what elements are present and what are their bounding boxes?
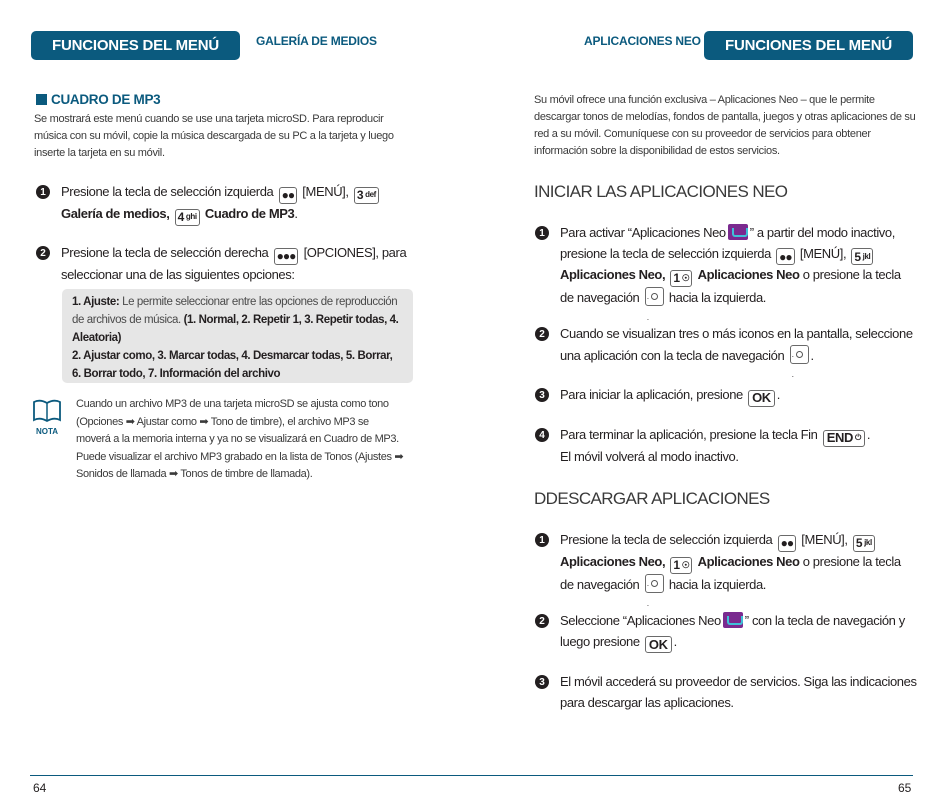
step-text-part: ” a partir del modo inactivo, presione la tecla de selección izquierda xyxy=(560,225,895,261)
step-text-part: Presione la tecla de selección izquierda xyxy=(560,532,773,547)
right-step-1 xyxy=(535,223,915,309)
menu-path-bold: Aplicaciones Neo, xyxy=(560,267,666,283)
section-title xyxy=(36,92,160,107)
step-text-part: o presione la tecla de navegación xyxy=(560,553,901,592)
heading-iniciar: INICIAR LAS APLICACIONES NEO xyxy=(534,182,788,201)
voicemail-glyph: ☉ xyxy=(681,273,690,284)
left-step-1 xyxy=(36,182,411,226)
download-step-3 xyxy=(535,672,920,713)
step-number: 4 xyxy=(535,428,549,442)
nav-key-icon xyxy=(790,345,809,364)
heading-descargar: DDESCARGAR APLICACIONES xyxy=(534,489,770,508)
step-text xyxy=(560,530,915,595)
step-number: 2 xyxy=(535,614,549,628)
left-softkey-icon: ●● xyxy=(778,535,797,552)
step-text-part: Para terminar la aplicación, presione la tecla Fin xyxy=(560,427,818,442)
step-text xyxy=(560,425,870,467)
step-text-part: El móvil volverá al modo inactivo. xyxy=(560,448,739,464)
menu-path-bold: Galería de medios, xyxy=(61,205,170,221)
footer-divider xyxy=(30,775,913,776)
section-title-text: CUADRO DE MP3 xyxy=(51,92,161,107)
left-step-2 xyxy=(36,243,411,285)
note-label: NOTA xyxy=(35,427,59,436)
step-text-part: o presione la tecla de navegación xyxy=(560,267,901,305)
ok-key-icon: OK xyxy=(748,390,775,407)
left-header-pill: FUNCIONES DEL MENÚ xyxy=(31,31,240,60)
key-sublabel: def xyxy=(365,190,376,199)
right-header-pill: FUNCIONES DEL MENÚ xyxy=(704,31,913,60)
note-text: Cuando un archivo MP3 de una tarjeta microSD se ajusta como tono (Opciones ➡ Ajustar como ➡ Tono de timbre), el archivo MP3 se moverá a la memoria interna y ya no se visualizará en Cuadro de MP3. Puede visualizar el archivo MP3 grabado en la lista de Tonos (Ajustes ➡ Sonidos de llamada ➡ Tonos de timbre de llamada). xyxy=(76,398,404,480)
key-sublabel: jkl xyxy=(864,538,872,547)
key-label: 1 xyxy=(673,271,680,286)
step-number: 1 xyxy=(535,533,549,547)
step-number: 2 xyxy=(36,246,50,260)
option-values: (1. Normal, 2. Repetir 1, 3. Repetir todas, 4. Aleatoria) xyxy=(72,314,399,344)
page-number-left: 64 xyxy=(33,781,47,795)
power-glyph: ⏻ xyxy=(854,433,861,442)
key-label: 1 xyxy=(673,557,680,572)
step-text-part: Presione la tecla de selección derecha xyxy=(61,245,269,260)
option-line-3 xyxy=(72,365,403,383)
key-label: END xyxy=(826,430,853,445)
right-step-3 xyxy=(535,385,915,407)
option-label: 1. Ajuste: xyxy=(72,296,120,308)
step-text xyxy=(61,182,381,226)
option-list: 2. Ajustar como, 3. Marcar todas, 4. Desmarcar todas, 5. Borrar, xyxy=(72,350,393,362)
step-number: 3 xyxy=(535,388,549,402)
step-text-part: . xyxy=(673,633,677,649)
page-number-right: 65 xyxy=(898,781,912,795)
step-text-part: Seleccione “Aplicaciones Neo xyxy=(560,613,721,628)
step-text xyxy=(560,611,915,653)
right-intro: Su móvil ofrece una función exclusiva – Aplicaciones Neo – que le permite descargar tonos de melodías, fondos de pantalla, juegos y otras aplicaciones de su red a su móvil. Comuníquese con su proveedor de servicios para obtener información sobre la disponibilidad de estos servicios. xyxy=(534,94,916,157)
key-label: 4 xyxy=(177,209,184,224)
step-text-part: . xyxy=(810,347,814,363)
note-book-icon xyxy=(32,399,62,436)
right-header-subtitle: APLICACIONES NEO xyxy=(584,34,701,48)
step-text xyxy=(560,385,780,407)
right-step-4 xyxy=(535,425,915,467)
step-text-part: . xyxy=(776,387,781,402)
left-softkey-icon: ●● xyxy=(776,248,795,265)
left-softkey-icon: ●● xyxy=(279,187,298,204)
step-number: 1 xyxy=(535,226,549,240)
step-text-part: [MENÚ], xyxy=(801,532,848,547)
menu-path-bold: Aplicaciones Neo xyxy=(697,267,800,283)
step-text-part: [MENÚ], xyxy=(799,245,847,261)
nav-key-icon xyxy=(645,287,664,306)
step-text-part: hacia la izquierda. xyxy=(668,576,766,592)
nav-key-icon xyxy=(645,574,664,593)
step-number: 3 xyxy=(535,675,549,689)
key-1-icon xyxy=(670,557,692,574)
key-sublabel: jkl xyxy=(862,251,871,261)
key-label: 3 xyxy=(356,188,364,202)
neo-cart-icon xyxy=(728,224,748,240)
step-text-part: [OPCIONES], para seleccionar una de las siguientes opciones: xyxy=(61,245,407,282)
key-label: 5 xyxy=(854,249,861,264)
voicemail-glyph: ☉ xyxy=(681,559,690,570)
left-header-subtitle: GALERÍA DE MEDIOS xyxy=(256,34,377,48)
key-3-icon xyxy=(354,187,379,204)
step-text-part: El móvil accederá su proveedor de servicios. Siga las indicaciones para descargar las aplicaciones. xyxy=(560,674,917,710)
option-line-2 xyxy=(72,347,403,365)
left-intro: Se mostrará este menú cuando se use una tarjeta microSD. Para reproducir música con su móvil, copie la música descargada de su PC a la tarjeta y luego inserte la tarjeta en su móvil. xyxy=(34,113,394,159)
key-label: 5 xyxy=(855,536,863,550)
menu-path-bold: Cuadro de MP3 xyxy=(204,205,295,221)
download-step-1 xyxy=(535,530,915,595)
step-text xyxy=(61,243,411,285)
step-text xyxy=(560,672,920,713)
step-text-part: Para iniciar la aplicación, presione xyxy=(560,387,743,402)
step-text-part: [MENÚ], xyxy=(302,184,349,199)
step-text-part: ” con la tecla de navegación y luego presione xyxy=(560,613,905,649)
menu-path-bold: Aplicaciones Neo xyxy=(697,553,800,569)
menu-path-bold: Aplicaciones Neo, xyxy=(560,553,666,569)
key-5-icon xyxy=(853,535,875,552)
download-step-2 xyxy=(535,611,915,653)
option-line-1 xyxy=(72,293,403,347)
step-text-part: hacia la izquierda. xyxy=(668,290,766,305)
step-text-part: . xyxy=(294,205,298,221)
option-desc: Le permite seleccionar entre las opciones de reproducción de archivos de música. xyxy=(72,296,398,326)
neo-cart-icon xyxy=(723,612,743,628)
key-4-icon xyxy=(175,209,200,226)
ok-key-icon: OK xyxy=(645,636,672,653)
step-number: 1 xyxy=(36,185,50,199)
step-text-part: Cuando se visualizan tres o más iconos en la pantalla, seleccione una aplicación con la tecla de navegación xyxy=(560,326,913,363)
key-1-icon xyxy=(670,270,692,287)
right-step-2 xyxy=(535,324,915,366)
option-list: 6. Borrar todo, 7. Información del archivo xyxy=(72,368,281,380)
step-text xyxy=(560,324,915,366)
step-text-part: . xyxy=(866,427,871,442)
step-text-part: Para activar “Aplicaciones Neo xyxy=(560,225,726,240)
key-5-icon xyxy=(851,248,873,265)
right-softkey-icon: ●●● xyxy=(274,248,299,265)
step-text xyxy=(560,223,915,309)
end-key-icon xyxy=(823,430,865,447)
square-bullet-icon xyxy=(36,94,47,105)
key-sublabel: ghi xyxy=(185,211,197,221)
step-number: 2 xyxy=(535,327,549,341)
step-text-part: Presione la tecla de selección izquierda xyxy=(61,184,274,199)
options-box xyxy=(62,289,413,383)
